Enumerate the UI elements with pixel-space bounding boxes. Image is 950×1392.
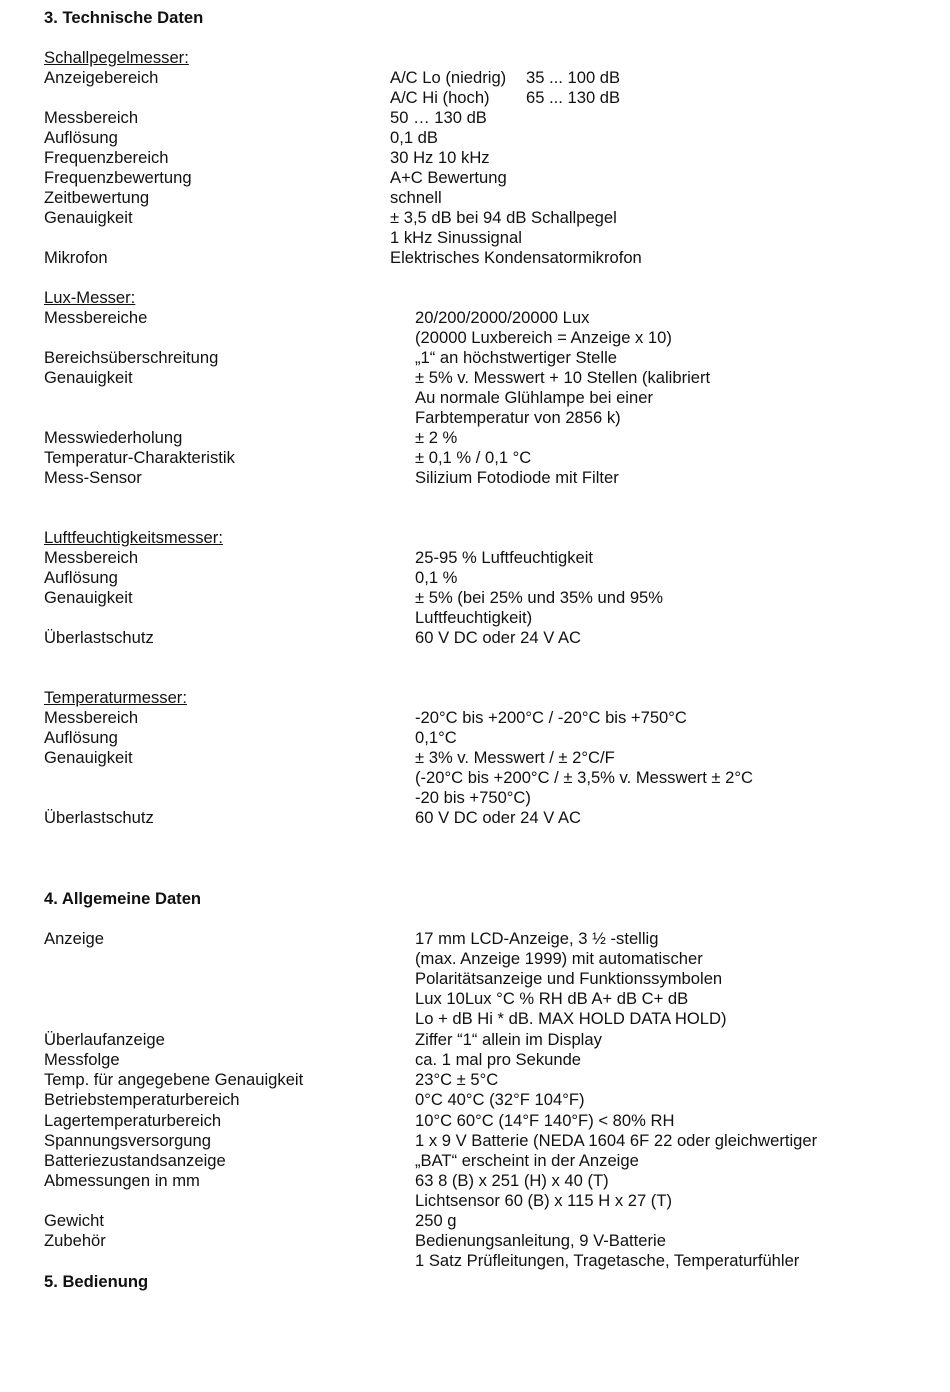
spec-value: Luftfeuchtigkeit): [415, 608, 533, 627]
spec-row: [0, 1090, 950, 1110]
spec-value: (20000 Luxbereich = Anzeige x 10): [415, 328, 672, 347]
spec-value: 0,1°C: [415, 728, 457, 747]
spec-value: 17 mm LCD-Anzeige, 3 ½ -stellig: [415, 929, 659, 948]
spec-row: [0, 148, 950, 168]
spec-value: 30 Hz 10 kHz: [390, 148, 490, 167]
spec-value: Elektrisches Kondensatormikrofon: [390, 248, 642, 267]
spec-label: Abmessungen in mm: [44, 1171, 200, 1190]
spec-row: [0, 1171, 950, 1191]
spec-value: A+C Bewertung: [390, 168, 507, 187]
spec-value: ± 5% v. Messwert + 10 Stellen (kalibriert: [415, 368, 711, 387]
spec-row: [0, 168, 950, 188]
spec-row: [0, 969, 950, 989]
spec-label: Spannungsversorgung: [44, 1131, 211, 1150]
spec-value: ± 2 %: [415, 428, 458, 447]
spec-label: Genauigkeit: [44, 208, 133, 227]
spec-value: 20/200/2000/20000 Lux: [415, 308, 590, 327]
spec-value: 50 … 130 dB: [390, 108, 487, 127]
spec-label: Messbereich: [44, 108, 139, 127]
spec-value: Lichtsensor 60 (B) x 115 H x 27 (T): [415, 1191, 672, 1210]
subsection-title-temp: Temperaturmesser:: [44, 688, 187, 707]
spec-value: 0°C 40°C (32°F 104°F): [415, 1090, 585, 1109]
spec-value: ca. 1 mal pro Sekunde: [415, 1050, 582, 1069]
spec-label: Auflösung: [44, 128, 118, 147]
spec-value: 1 Satz Prüfleitungen, Tragetasche, Temperaturfühler: [415, 1251, 800, 1270]
spec-label: Überlastschutz: [44, 808, 154, 827]
section-title-technische: 3. Technische Daten: [44, 8, 204, 27]
spec-row: [0, 929, 950, 949]
spec-label: Messwiederholung: [44, 428, 183, 447]
section-title-bedienung: 5. Bedienung: [44, 1272, 149, 1291]
spec-value: Silizium Fotodiode mit Filter: [415, 468, 619, 487]
spec-row: [0, 368, 950, 388]
spec-row: [0, 1231, 950, 1251]
spec-row: [0, 1009, 950, 1029]
spec-label: Frequenzbereich: [44, 148, 169, 167]
spec-value: Lo + dB Hi * dB. MAX HOLD DATA HOLD): [415, 1009, 727, 1028]
spec-row: [0, 208, 950, 228]
spec-row: [0, 728, 950, 748]
spec-row: [0, 68, 950, 88]
spec-value: -20°C bis +200°C / -20°C bis +750°C: [415, 708, 687, 727]
subsection-heading: [0, 48, 950, 68]
spec-value: Ziffer “1“ allein im Display: [415, 1030, 602, 1049]
spec-value: Farbtemperatur von 2856 k): [415, 408, 621, 427]
spec-value: „BAT“ erscheint in der Anzeige: [415, 1151, 639, 1170]
spec-value: Bedienungsanleitung, 9 V-Batterie: [415, 1231, 666, 1250]
spec-value: ± 3,5 dB bei 94 dB Schallpegel: [390, 208, 617, 227]
spec-value: Au normale Glühlampe bei einer: [415, 388, 653, 407]
spec-row: [0, 628, 950, 648]
spec-label: Messbereiche: [44, 308, 148, 327]
spec-row: [0, 108, 950, 128]
spec-label: Zeitbewertung: [44, 188, 150, 207]
spec-label: Auflösung: [44, 728, 118, 747]
section-title-allgemein: 4. Allgemeine Daten: [44, 889, 202, 908]
spec-row: [0, 308, 950, 328]
spec-value: -20 bis +750°C): [415, 788, 531, 807]
spec-row: [0, 1111, 950, 1131]
spec-row: [0, 88, 950, 108]
spec-row: [0, 408, 950, 428]
spec-row: [0, 348, 950, 368]
spec-row: [0, 448, 950, 468]
spec-label: Betriebstemperaturbereich: [44, 1090, 240, 1109]
spec-value: A/C Lo (niedrig): [390, 68, 507, 87]
section-heading: [0, 1272, 950, 1292]
spec-value: 1 x 9 V Batterie (NEDA 1604 6F 22 oder gleichwertiger: [415, 1131, 818, 1150]
spec-label: Mikrofon: [44, 248, 108, 267]
spec-row: [0, 748, 950, 768]
subsection-title-lux: Lux-Messer:: [44, 288, 136, 307]
spec-row: [0, 1070, 950, 1090]
spec-row: [0, 248, 950, 268]
spec-value: 10°C 60°C (14°F 140°F) < 80% RH: [415, 1111, 675, 1130]
spec-row: [0, 128, 950, 148]
spec-label: Genauigkeit: [44, 588, 133, 607]
spec-value: schnell: [390, 188, 442, 207]
spec-label: Batteriezustandsanzeige: [44, 1151, 226, 1170]
spec-row: [0, 328, 950, 348]
spec-label: Temperatur-Charakteristik: [44, 448, 235, 467]
spec-value: ± 5% (bei 25% und 35% und 95%: [415, 588, 664, 607]
spec-value: Polaritätsanzeige und Funktionssymbolen: [415, 969, 723, 988]
spec-label: Genauigkeit: [44, 748, 133, 767]
spec-row: [0, 989, 950, 1009]
spec-value: 0,1 dB: [390, 128, 438, 147]
spec-value: 63 8 (B) x 251 (H) x 40 (T): [415, 1171, 609, 1190]
spec-row: [0, 1211, 950, 1231]
spec-value: Lux 10Lux °C % RH dB A+ dB C+ dB: [415, 989, 689, 1008]
spec-row: [0, 1151, 950, 1171]
spec-row: [0, 1030, 950, 1050]
spec-label: Frequenzbewertung: [44, 168, 192, 187]
spec-label: Temp. für angegebene Genauigkeit: [44, 1070, 304, 1089]
spec-row: [0, 949, 950, 969]
spec-row: [0, 228, 950, 248]
spec-value: 1 kHz Sinussignal: [390, 228, 522, 247]
subsection-heading: [0, 288, 950, 308]
spec-label: Bereichsüberschreitung: [44, 348, 219, 367]
spec-value: 60 V DC oder 24 V AC: [415, 628, 582, 647]
spec-row: [0, 1191, 950, 1211]
subsection-title-schall: Schallpegelmesser:: [44, 48, 189, 67]
spec-row: [0, 388, 950, 408]
spec-label: Anzeigebereich: [44, 68, 159, 87]
spec-row: [0, 188, 950, 208]
subsection-heading: [0, 688, 950, 708]
section-heading: [0, 8, 950, 28]
spec-row: [0, 808, 950, 828]
spec-label: Überlaufanzeige: [44, 1030, 165, 1049]
spec-label: Gewicht: [44, 1211, 104, 1230]
spec-value-range: 65 ... 130 dB: [526, 88, 621, 107]
section-heading: [0, 889, 950, 909]
spec-row: [0, 468, 950, 488]
spec-row: [0, 788, 950, 808]
subsection-heading: [0, 528, 950, 548]
spec-label: Überlastschutz: [44, 628, 154, 647]
spec-row: [0, 588, 950, 608]
spec-label: Messbereich: [44, 708, 139, 727]
spec-value: 0,1 %: [415, 568, 458, 587]
spec-row: [0, 768, 950, 788]
spec-label: Messbereich: [44, 548, 139, 567]
spec-value: „1“ an höchstwertiger Stelle: [415, 348, 617, 367]
spec-row: [0, 608, 950, 628]
spec-value-range: 35 ... 100 dB: [526, 68, 621, 87]
spec-value: 250 g: [415, 1211, 457, 1230]
spec-label: Messfolge: [44, 1050, 120, 1069]
spec-row: [0, 568, 950, 588]
spec-row: [0, 428, 950, 448]
spec-value: 25-95 % Luftfeuchtigkeit: [415, 548, 594, 567]
spec-row: [0, 548, 950, 568]
spec-row: [0, 1131, 950, 1151]
spec-row: [0, 708, 950, 728]
spec-row: [0, 1050, 950, 1070]
subsection-title-feuchte: Luftfeuchtigkeitsmesser:: [44, 528, 223, 547]
spec-label: Genauigkeit: [44, 368, 133, 387]
spec-value: (max. Anzeige 1999) mit automatischer: [415, 949, 703, 968]
spec-value: ± 3% v. Messwert / ± 2°C/F: [415, 748, 615, 767]
spec-label: Lagertemperaturbereich: [44, 1111, 222, 1130]
spec-label: Mess-Sensor: [44, 468, 142, 487]
spec-value: (-20°C bis +200°C / ± 3,5% v. Messwert ± 2°C: [415, 768, 753, 787]
spec-label: Zubehör: [44, 1231, 106, 1250]
spec-value: ± 0,1 % / 0,1 °C: [415, 448, 532, 467]
spec-label: Anzeige: [44, 929, 104, 948]
spec-row: [0, 1251, 950, 1271]
spec-label: Auflösung: [44, 568, 118, 587]
spec-value: A/C Hi (hoch): [390, 88, 490, 107]
spec-value: 23°C ± 5°C: [415, 1070, 499, 1089]
spec-value: 60 V DC oder 24 V AC: [415, 808, 582, 827]
